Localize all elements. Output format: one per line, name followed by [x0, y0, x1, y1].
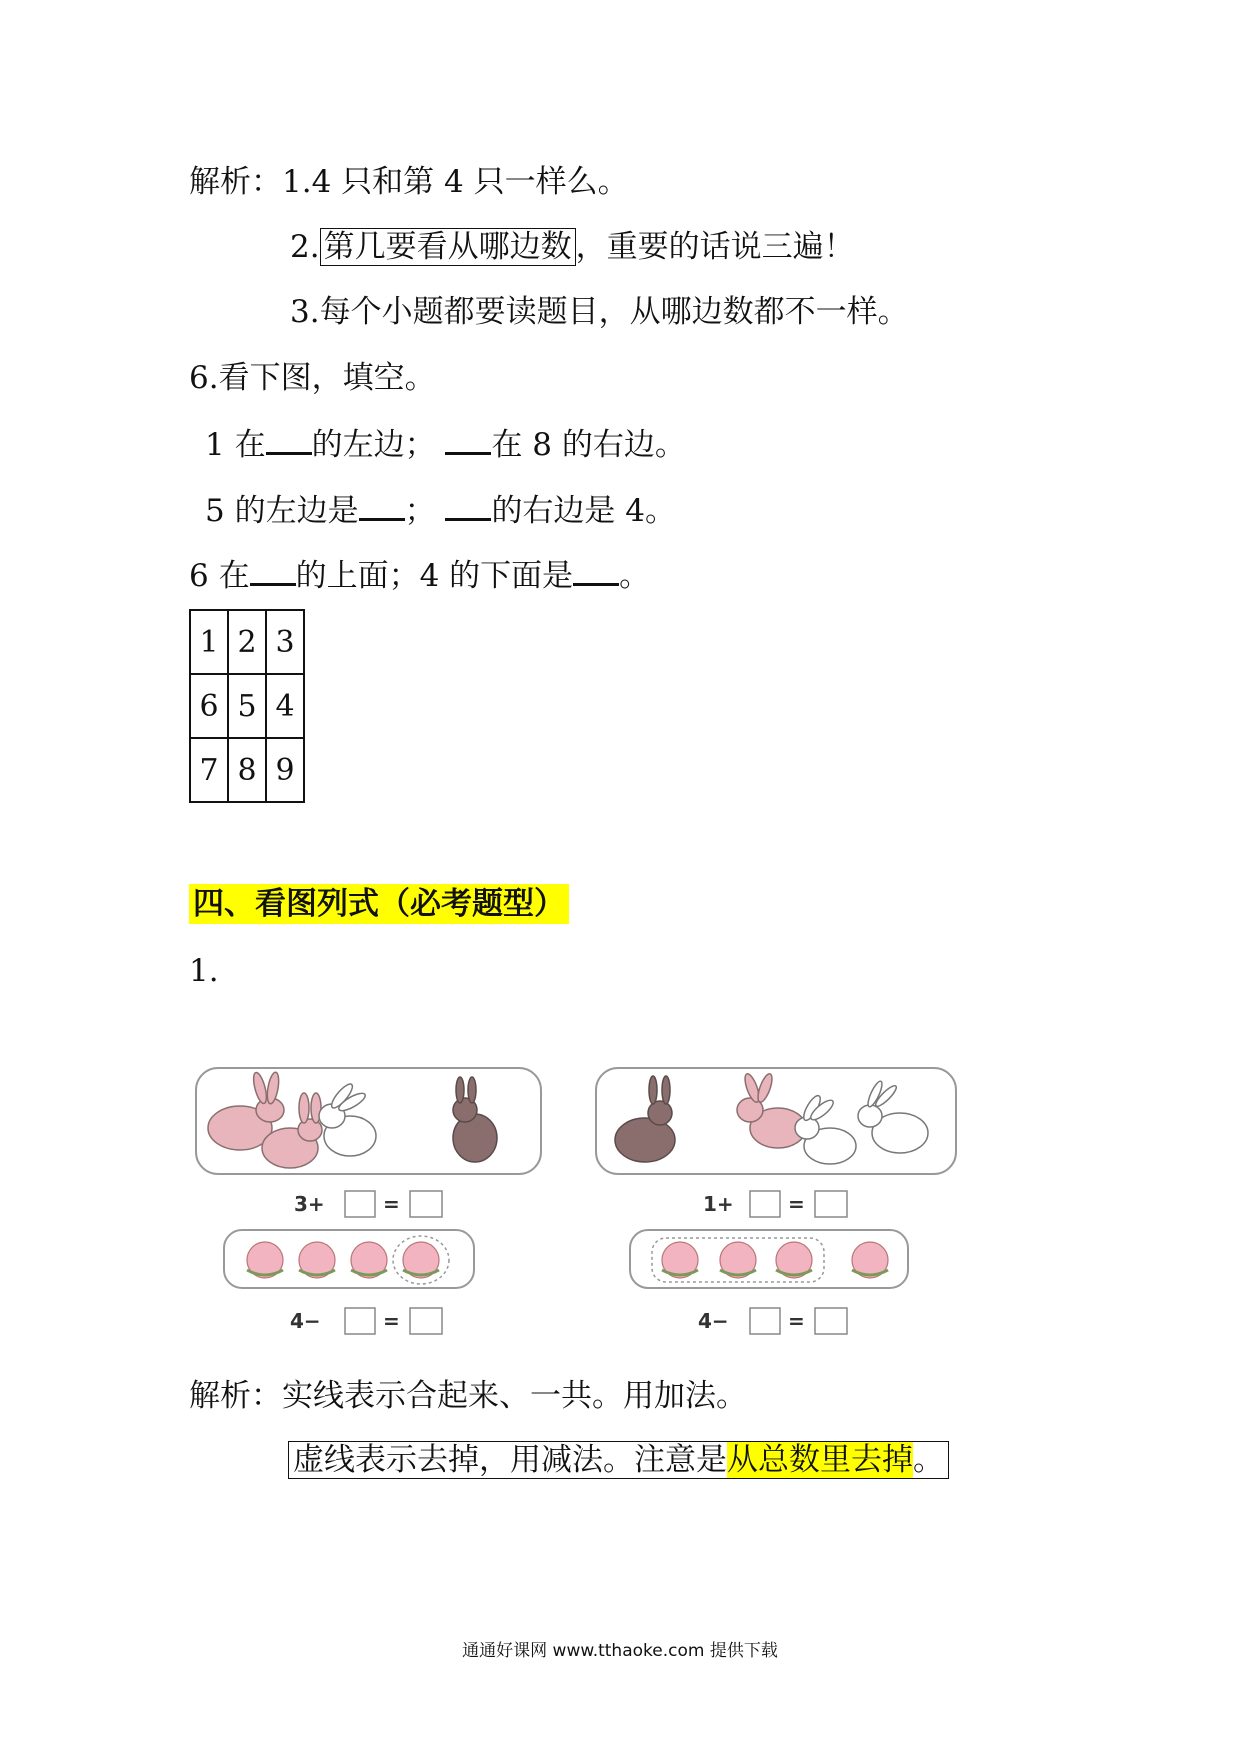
answer-box[interactable]: [815, 1308, 847, 1334]
grid-cell: 9: [266, 738, 304, 802]
grid-cell: 8: [228, 738, 266, 802]
brown-rabbit-icon: [615, 1076, 675, 1162]
analysis2-line2-text: 虚线表示去掉，用减法。注意是: [293, 1442, 727, 1478]
answer-blank[interactable]: [445, 424, 491, 455]
q6-line-2: [205, 490, 676, 531]
white-rabbit-icon: [319, 1081, 376, 1156]
analysis-item-2-boxed: 第几要看从哪边数: [320, 228, 576, 266]
equation-left-sub: 4−: [290, 1309, 321, 1333]
analysis-line-1: [189, 162, 629, 202]
grid-cell: 6: [190, 674, 228, 738]
grid-cell: 1: [190, 610, 228, 674]
peach-icon: [720, 1242, 756, 1278]
analysis2-line2-end: 。: [913, 1442, 944, 1478]
analysis-label: 解析：: [189, 164, 282, 200]
white-rabbit-icon: [858, 1080, 928, 1153]
analysis2-label: 解析：: [189, 1378, 282, 1414]
analysis2-highlight: 从总数里去掉: [727, 1442, 913, 1478]
q6-text: 的右边是 4。: [491, 493, 677, 529]
answer-blank[interactable]: [250, 555, 296, 586]
analysis2-line1-text: 实线表示合起来、一共。用加法。: [282, 1378, 747, 1414]
answer-box[interactable]: [345, 1308, 375, 1334]
page-footer: 通通好课网 www.tthaoke.com 提供下载: [462, 1641, 778, 1661]
equals-sign: =: [383, 1192, 400, 1216]
white-rabbit-icon: [795, 1093, 856, 1164]
peach-icon: [662, 1242, 698, 1278]
equals-sign: =: [788, 1309, 805, 1333]
peach-icon: [299, 1242, 335, 1278]
answer-box[interactable]: [815, 1191, 847, 1217]
equals-sign: =: [383, 1309, 400, 1333]
answer-blank[interactable]: [445, 490, 491, 521]
q6-title: 6.看下图，填空。: [189, 360, 436, 396]
q6-text: 的上面；4 的下面是: [295, 558, 574, 594]
grid-cell: 5: [228, 674, 266, 738]
analysis2-boxed-note: [288, 1441, 949, 1479]
analysis-line-2: [290, 227, 855, 267]
answer-box[interactable]: [410, 1308, 442, 1334]
q6-text: 在 8 的右边。: [491, 427, 686, 463]
grid-cell: 3: [266, 610, 304, 674]
answer-box[interactable]: [345, 1191, 375, 1217]
q6-text: 1 在: [205, 427, 266, 463]
q6-text: 。: [619, 558, 651, 594]
analysis-item-3: 3.每个小题都要读题目，从哪边数都不一样。: [290, 294, 909, 330]
equation-right-add: 1+: [703, 1192, 734, 1216]
analysis-item-2-prefix: 2.: [290, 229, 320, 265]
answer-blank[interactable]: [266, 424, 312, 455]
answer-blank[interactable]: [359, 490, 405, 521]
analysis2-line-1: [189, 1376, 747, 1416]
analysis-item-1: 1.4 只和第 4 只一样么。: [282, 164, 629, 200]
peach-icon: [776, 1242, 812, 1278]
peach-icon: [351, 1242, 387, 1278]
analysis-item-2-rest: ，重要的话说三遍！: [575, 229, 855, 265]
section-heading-wrap: [189, 884, 569, 924]
q6-text: 6 在: [189, 558, 250, 594]
answer-box[interactable]: [750, 1191, 780, 1217]
section-heading: 四、看图列式（必考题型）: [189, 884, 569, 924]
answer-box[interactable]: [750, 1308, 780, 1334]
q6-text: ；: [404, 493, 436, 529]
grid-cell: 2: [228, 610, 266, 674]
analysis2-line-2: [288, 1440, 949, 1480]
number-grid: [189, 609, 305, 803]
equation-left-add: 3+: [294, 1192, 325, 1216]
equation-right-sub: 4−: [698, 1309, 729, 1333]
analysis-line-3: [290, 292, 909, 332]
grid-cell: 7: [190, 738, 228, 802]
grid-cell: 4: [266, 674, 304, 738]
brown-rabbit-icon: [453, 1077, 497, 1162]
q6-line-1: [205, 424, 686, 465]
q6-text: 的左边；: [311, 427, 436, 463]
peach-icon: [852, 1242, 888, 1278]
rabbits-peaches-figure: [190, 1058, 990, 1348]
pink-rabbit-icon: [737, 1072, 806, 1148]
equals-sign: =: [788, 1192, 805, 1216]
peach-icon: [247, 1242, 283, 1278]
answer-box[interactable]: [410, 1191, 442, 1217]
item-number: 1.: [189, 953, 219, 989]
q6-line-3: [189, 555, 650, 596]
peach-icon: [403, 1242, 439, 1278]
q6-text: 5 的左边是: [205, 493, 359, 529]
answer-blank[interactable]: [573, 555, 619, 586]
